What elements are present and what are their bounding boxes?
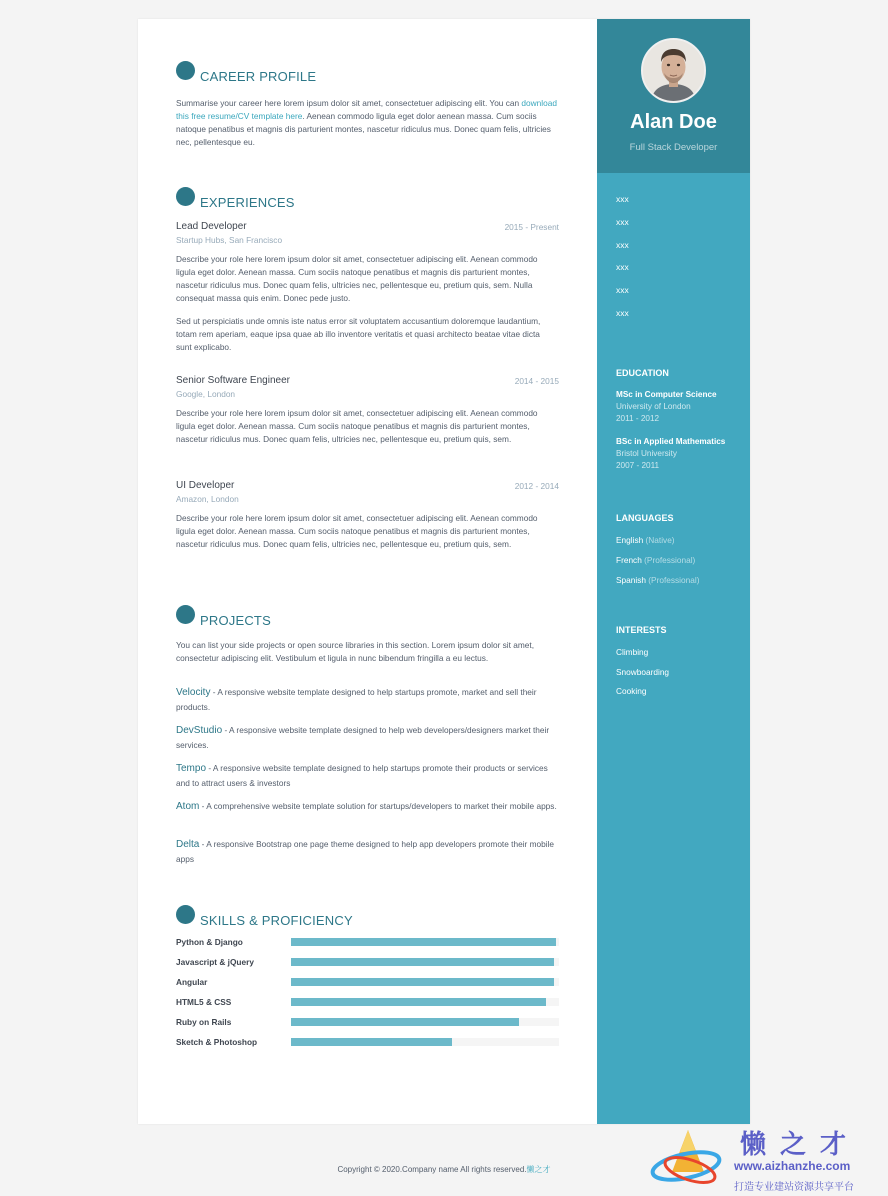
project-item — [176, 723, 559, 752]
contact-item[interactable]: xxx — [616, 217, 629, 227]
project-item — [176, 799, 559, 814]
project-desc: - A responsive website template designed to help web developers/designers market their services. — [176, 725, 550, 750]
main-column — [138, 19, 597, 1124]
language-level: (Native) — [645, 535, 675, 545]
education-school: Bristol University — [616, 449, 677, 458]
language-name: Spanish — [616, 575, 646, 585]
job-company: Google, London — [176, 389, 236, 399]
language-name: French — [616, 555, 642, 565]
project-desc: - A responsive website template designed to help startups promote, market and sell their products. — [176, 687, 537, 712]
watermark-url: www.aizhanzhe.com — [734, 1159, 851, 1173]
section-dot-icon — [176, 905, 195, 924]
job-desc-paragraph: Describe your role here lorem ipsum dolor sit amet, consectetuer adipiscing elit. Aenean commodo ligula eget dolor. Aenean massa. Cum sociis natoque penatibus et magnis dis parturient montes, nascetur ridiculus mus. Donec quam felis, ultricies nec, pellentesque eu, pretium quis, sem. — [176, 408, 538, 444]
avatar-portrait-icon — [643, 40, 704, 101]
section-header — [176, 915, 559, 939]
footer-brand-link[interactable]: 懒之才 — [526, 1165, 551, 1174]
interest-item: Snowboarding — [616, 667, 670, 677]
skills-section — [176, 915, 559, 1075]
skill-item — [176, 1037, 559, 1049]
job-time: 2012 - 2014 — [514, 481, 559, 491]
skill-bar-fill — [291, 978, 554, 986]
experiences-section — [176, 197, 559, 597]
watermark — [648, 1124, 888, 1196]
section-header — [176, 197, 559, 221]
skill-bar-track — [291, 978, 559, 986]
section-dot-icon — [176, 187, 195, 206]
education-school: University of London — [616, 402, 691, 411]
skill-bar-track — [291, 1038, 559, 1046]
project-item — [176, 837, 559, 866]
sidebar — [597, 19, 750, 1124]
career-summary — [176, 97, 559, 149]
project-desc: - A responsive Bootstrap one page theme designed to help app developers promote their mobile apps — [176, 839, 555, 864]
project-link[interactable]: Tempo — [176, 763, 207, 774]
footer-copyright: Copyright © 2020.Company name All rights reserved. — [337, 1165, 527, 1174]
section-header — [176, 71, 559, 95]
skill-bar-track — [291, 938, 559, 946]
project-link[interactable]: Atom — [176, 801, 200, 812]
section-title: SKILLS & PROFICIENCY — [200, 913, 353, 928]
skill-name: Javascript & jQuery — [176, 957, 254, 967]
skill-item — [176, 957, 559, 969]
language-name: English — [616, 535, 644, 545]
job-role: Senior Software Engineer — [176, 375, 290, 386]
projects-intro: You can list your side projects or open source libraries in this section. Lorem ipsum dolor sit amet, consectetur adipiscing elit. Vestibulum et ligula in nunc bibendum fringilla a eu lectus. — [176, 640, 535, 663]
profile-header — [597, 19, 750, 173]
languages-title: LANGUAGES — [616, 513, 674, 523]
interest-item: Climbing — [616, 647, 649, 657]
avatar — [641, 38, 706, 103]
summary-text: . Aenean commodo ligula eget dolor aenean massa. Cum sociis natoque penatibus et magnis dis parturient montes, nascetur ridiculus mus. Donec quam felis, ultricies nec, pellentesque eu. — [176, 111, 551, 147]
education-years: 2011 - 2012 — [616, 414, 660, 423]
language-level: (Professional) — [648, 575, 700, 585]
skill-name: Python & Django — [176, 937, 243, 947]
contact-item[interactable]: xxx — [616, 240, 629, 250]
education-degree: BSc in Applied Mathematics — [616, 437, 726, 446]
job-time: 2015 - Present — [504, 222, 559, 232]
skill-item — [176, 937, 559, 949]
job-description — [176, 512, 541, 551]
skill-name: Ruby on Rails — [176, 1017, 232, 1027]
skill-bar-fill — [291, 1018, 519, 1026]
job-company: Amazon, London — [176, 494, 239, 504]
language-item — [616, 575, 699, 585]
job-desc-paragraph: Sed ut perspiciatis unde omnis iste natus error sit voluptatem accusantium doloremque laudantium, totam rem aperiam, eaque ipsa quae ab illo inventore veritatis et quasi architecto beatae vitae dicta sunt explicabo. — [176, 316, 541, 352]
skill-bar-track — [291, 998, 559, 1006]
project-desc: - A responsive website template designed to help startups promote their products or services and to attract users & investors — [176, 763, 548, 788]
skill-name: Angular — [176, 977, 208, 987]
skill-item — [176, 997, 559, 1009]
watermark-slogan: 打造专业建站资源共享平台 — [734, 1182, 854, 1193]
skill-bar-fill — [291, 998, 546, 1006]
interests-title: INTERESTS — [616, 625, 667, 635]
education-title: EDUCATION — [616, 368, 669, 378]
language-item — [616, 535, 675, 545]
skill-item — [176, 1017, 559, 1029]
projects-section — [176, 615, 559, 885]
skill-bar-track — [291, 1018, 559, 1026]
resume-wrapper — [138, 19, 750, 1124]
education-years: 2007 - 2011 — [616, 461, 660, 470]
job-description — [176, 407, 541, 446]
job-company: Startup Hubs, San Francisco — [176, 235, 283, 245]
project-item — [176, 761, 559, 790]
skill-bar-fill — [291, 938, 556, 946]
section-title: CAREER PROFILE — [200, 69, 317, 84]
profile-tagline: Full Stack Developer — [629, 142, 718, 153]
watermark-logo-icon — [648, 1126, 728, 1196]
contact-item[interactable]: xxx — [616, 262, 629, 272]
language-item — [616, 555, 695, 565]
project-desc: - A comprehensive website template solution for startups/developers to market their mobile apps. — [199, 801, 557, 811]
career-profile-section — [176, 71, 559, 149]
section-dot-icon — [176, 61, 195, 80]
section-dot-icon — [176, 605, 195, 624]
job-desc-paragraph: Describe your role here lorem ipsum dolor sit amet, consectetuer adipiscing elit. Aenean commodo ligula eget dolor. Aenean massa. Cum sociis natoque penatibus et magnis dis parturient montes, nascetur ridiculus mus. Donec quam felis, ultricies nec, pellentesque eu, pretium quis, sem. — [176, 513, 538, 549]
job-description — [176, 253, 541, 354]
experience-item — [176, 221, 559, 361]
education-degree: MSc in Computer Science — [616, 390, 717, 399]
job-role: UI Developer — [176, 480, 235, 491]
skill-bar-fill — [291, 958, 554, 966]
skill-item — [176, 977, 559, 989]
interest-item: Cooking — [616, 686, 647, 696]
job-desc-paragraph: Describe your role here lorem ipsum dolor sit amet, consectetuer adipiscing elit. Aenean commodo ligula eget dolor. Aenean massa. Cum sociis natoque penatibus et magnis dis parturient montes, nascetur ridiculus mus. Donec quam felis, ultricies nec, pellentesque eu, pretium quis, sem. Nulla consequat massa quis enim. Donec pede justo. — [176, 254, 538, 303]
section-header — [176, 615, 559, 639]
skill-bar-fill — [291, 1038, 452, 1046]
section-title: EXPERIENCES — [200, 195, 295, 210]
experience-item — [176, 480, 559, 570]
experience-item — [176, 375, 559, 465]
education-item — [616, 436, 741, 472]
section-title: PROJECTS — [200, 613, 271, 628]
download-template-link[interactable]: download this free resume/CV template here — [176, 98, 557, 121]
project-link[interactable]: DevStudio — [176, 725, 223, 736]
contact-item[interactable]: xxx — [616, 285, 629, 295]
profile-name: Alan Doe — [630, 111, 717, 133]
contact-item[interactable]: xxx — [616, 308, 629, 318]
language-level: (Professional) — [644, 555, 696, 565]
job-time: 2014 - 2015 — [514, 376, 559, 386]
watermark-title: 懒之才 — [740, 1130, 861, 1160]
summary-text: Summarise your career here lorem ipsum dolor sit amet, consectetuer adipiscing elit. You can — [176, 98, 522, 108]
skill-name: Sketch & Photoshop — [176, 1037, 258, 1047]
project-link[interactable]: Velocity — [176, 687, 211, 698]
job-role: Lead Developer — [176, 221, 247, 232]
skill-bar-track — [291, 958, 559, 966]
project-link[interactable]: Delta — [176, 839, 200, 850]
skill-name: HTML5 & CSS — [176, 997, 232, 1007]
project-item — [176, 685, 559, 714]
contact-item[interactable]: xxx — [616, 194, 629, 204]
education-item — [616, 389, 741, 425]
